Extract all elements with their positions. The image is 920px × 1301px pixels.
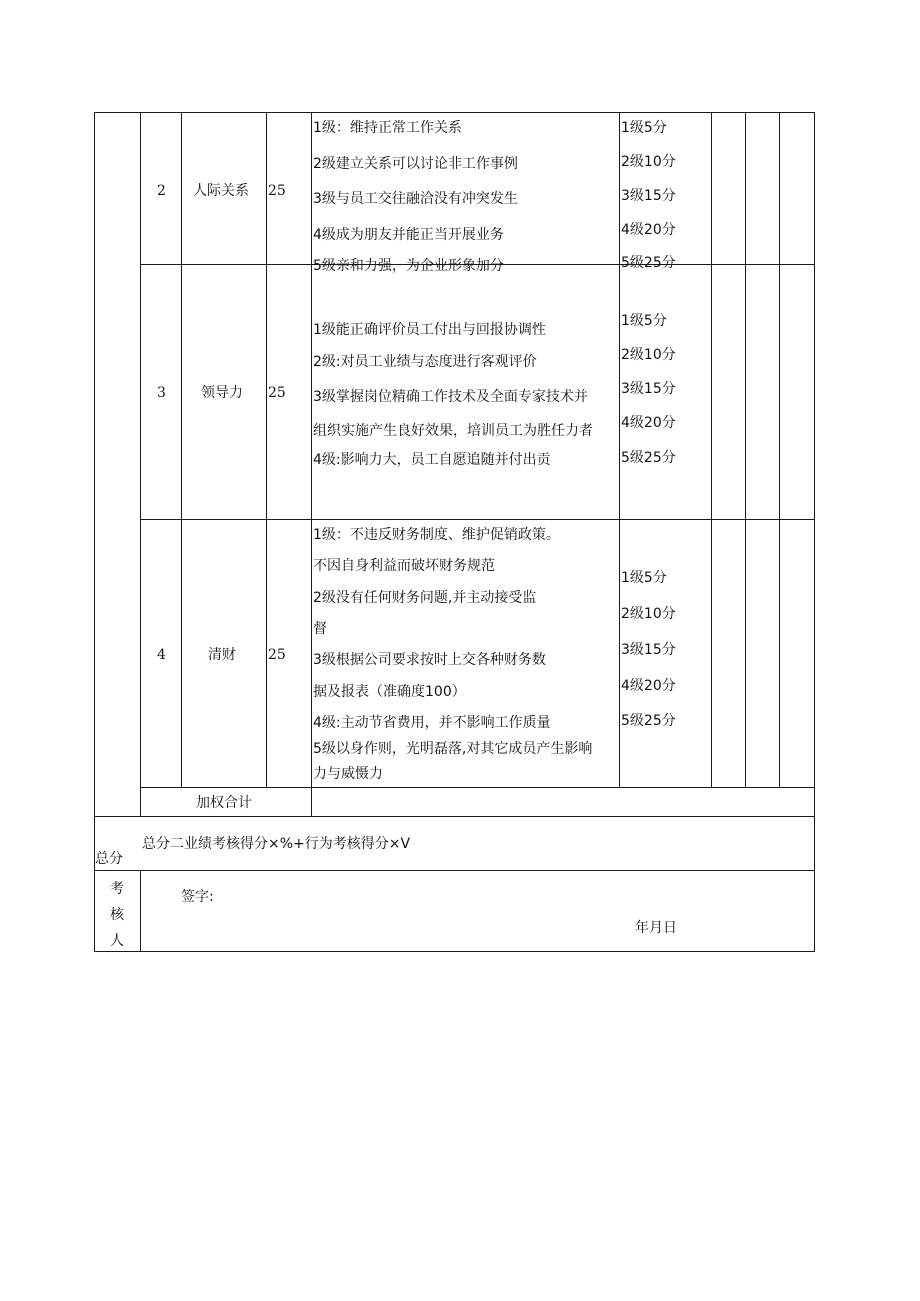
criteria-line: 力与威慑力 [313,766,383,782]
score-line: 2级10分 [621,154,676,170]
row-weight: 25 [268,647,286,663]
criteria-line: 组织实施产生良好效果，培训员工为胜任力者 [313,423,593,439]
row-number: 2 [157,183,166,199]
score-line: 1级5分 [621,570,667,586]
table-line [140,870,141,952]
criteria-line: 据及报表（准确度100） [313,684,466,700]
table-line [140,787,814,788]
table-line [814,112,815,952]
score-cell [620,265,711,519]
table-line [94,870,814,871]
score-line: 4级20分 [621,678,676,694]
table-line [779,112,780,788]
row-number: 4 [157,647,166,663]
date-label: 年月日 [635,920,677,936]
score-cell [620,520,711,787]
criteria-line: 1级能正确评价员工付出与回报协调性 [313,322,546,338]
score-cell [620,113,711,271]
score-line: 3级15分 [621,381,676,397]
criteria-line: 2级:对员工业绩与态度进行客观评价 [313,354,537,370]
criteria-line: 2级没有任何财务问题,并主动接受监 [313,590,537,606]
criteria-cell [312,520,618,787]
table-line [181,112,182,788]
score-line: 2级10分 [621,606,676,622]
criteria-line: 3级与员工交往融洽没有冲突发生 [313,191,518,207]
signature-label: 签字: [181,889,214,905]
reviewer-label-char: 考 [110,881,124,897]
row-number: 3 [157,385,166,401]
table-line [94,112,95,952]
criteria-cell [312,113,618,274]
criteria-line: 督 [313,621,327,637]
score-line: 4级20分 [621,415,676,431]
score-line: 1级5分 [621,120,667,136]
criteria-line: 1级：不违反财务制度、维护促销政策。 [313,527,560,543]
criteria-line: 4级成为朋友并能正当开展业务 [313,227,504,243]
total-label: 总分 [95,851,123,867]
score-line: 5级25分 [621,450,676,466]
reviewer-label-char: 人 [110,933,124,949]
criteria-line: 3级掌握岗位精确工作技术及全面专家技术并 [313,389,588,405]
table-line [711,112,712,788]
table-line [745,112,746,788]
row-weight: 25 [268,385,286,401]
score-line: 5级25分 [621,713,676,729]
score-line: 3级15分 [621,188,676,204]
criteria-line: 5级亲和力强，为企业形象加分 [313,258,504,274]
criteria-line: 4级:主动节省费用，并不影响工作质量 [313,715,551,731]
criteria-line: 1级：维持正常工作关系 [313,120,462,136]
total-formula: 总分二业绩考核得分×%+行为考核得分×V [142,836,411,852]
table-line [94,951,814,952]
score-line: 1级5分 [621,313,667,329]
row-item: 领导力 [201,385,243,401]
criteria-line: 3级根据公司要求按时上交各种财务数 [313,652,546,668]
table-line [94,816,814,817]
table-line [140,112,141,817]
table-line [266,112,267,788]
row-weight: 25 [268,183,286,199]
score-line: 4级20分 [621,222,676,238]
criteria-line: 4级:影响力大，员工自愿追随并付出贡 [313,452,551,468]
reviewer-label-char: 核 [110,907,124,923]
weighted-total-label: 加权合计 [196,795,252,811]
criteria-line: 2级建立关系可以讨论非工作事例 [313,156,518,172]
row-item: 清财 [208,647,236,663]
criteria-line: 不因自身利益而破坏财务规范 [313,558,495,574]
row-item: 人际关系 [193,183,249,199]
score-line: 3级15分 [621,642,676,658]
criteria-cell [312,265,618,519]
criteria-line: 5级以身作则，光明磊落,对其它成员产生影响 [313,741,593,757]
score-line: 2级10分 [621,347,676,363]
score-line: 5级25分 [621,255,676,271]
